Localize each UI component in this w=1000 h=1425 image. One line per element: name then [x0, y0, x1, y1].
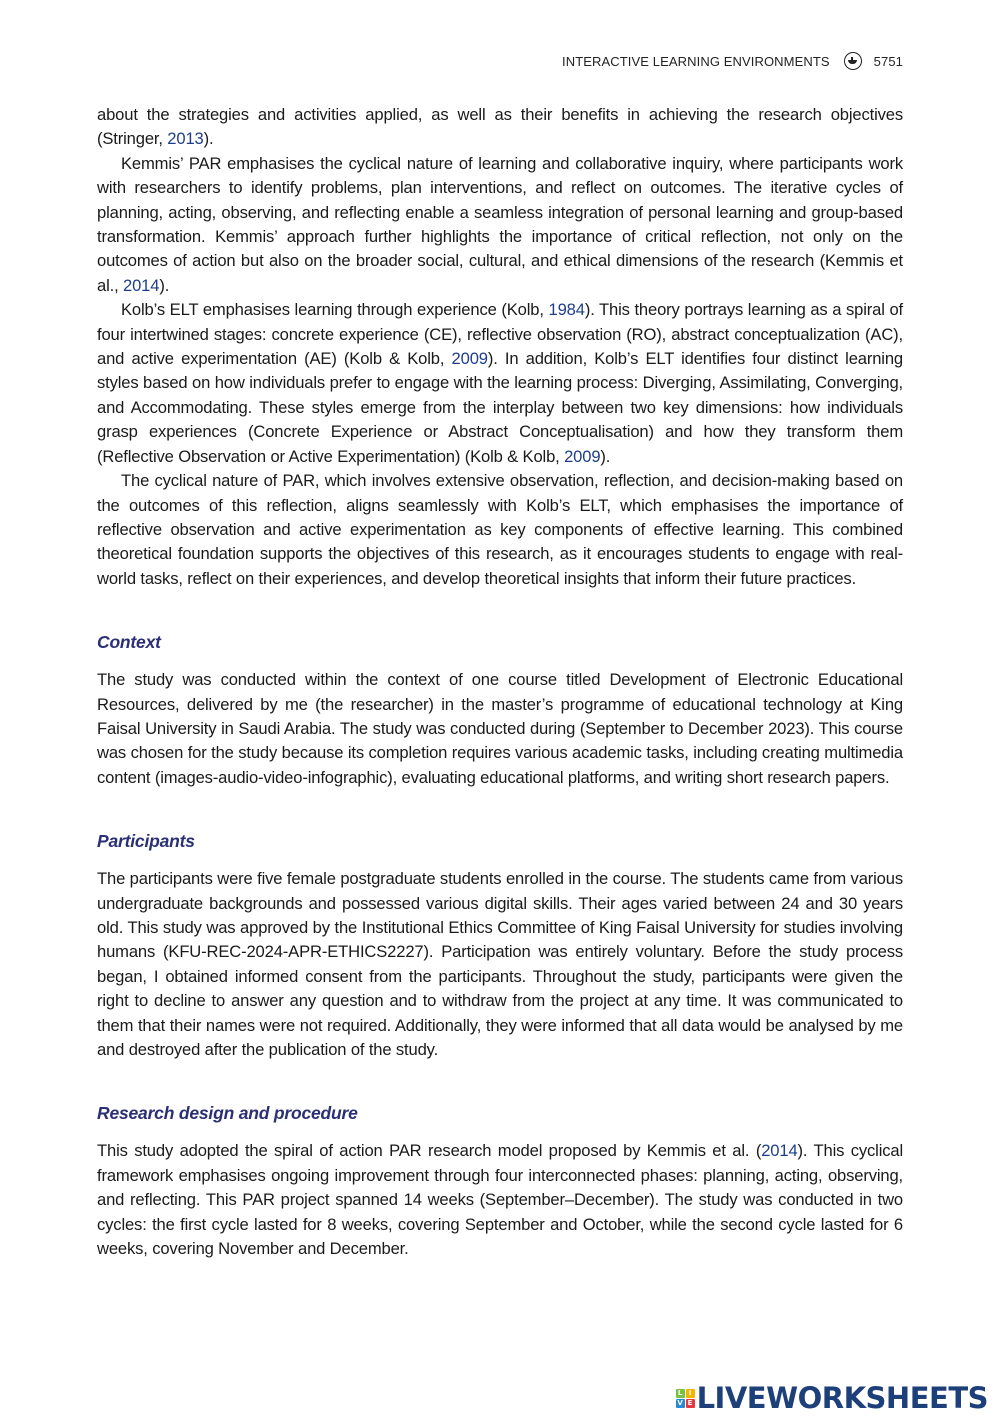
section-heading-context: Context [97, 632, 161, 653]
citation-link[interactable]: 2014 [123, 275, 160, 295]
running-header [562, 52, 903, 70]
text: ). [203, 129, 214, 149]
section-research-design [97, 1103, 903, 1261]
page-number: 5751 [873, 53, 903, 69]
paragraph-context: The study was conducted within the context of one course titled Development of Electronic Educational Resources, delivered by me (the researcher) in the master’s programme of educational technology at King Faisal University in Saudi Arabia. The study was conducted during (September to December 2023). This course was chosen for the study because its completion requires various academic tasks, including creating multimedia content (images-audio-video-infographic), evaluating educational platforms, and writing short research papers. [97, 670, 903, 787]
article-body [97, 103, 903, 1261]
text: ). This cyclical framework emphasises ongoing improvement through four interconnected phases: planning, acting, observing, and reflecting. This PAR project spanned 14 weeks (September–December). The study was conducted in two cycles: the first cycle lasted for 8 weeks, covering September and October, while the second cycle lasted for 6 weeks, covering November and December. [97, 1141, 904, 1259]
paragraph-research-design [97, 1139, 903, 1261]
liveworksheets-watermark [676, 1381, 988, 1415]
tile-i: I [686, 1389, 695, 1398]
live-tiles-icon [676, 1389, 695, 1408]
text: ). [600, 446, 611, 466]
text: ). In addition, Kolb’s ELT identifies four distinct learning styles based on how individuals prefer to engage with the learning process: Diverging, Assimilating, Converging, and Accommodating. These styles emerge from the interplay between two key dimensions: how individuals grasp experiences (Concrete Experience or Abstract Conceptualisation) and how they transform them (Reflective Observation or Active Experimentation) (Kolb & Kolb, [97, 349, 903, 466]
publisher-lamp-icon [844, 52, 862, 70]
paragraph-intro-1 [97, 103, 903, 152]
section-heading-research-design: Research design and procedure [97, 1103, 358, 1124]
section-participants [97, 831, 903, 1062]
text: Kemmis’ PAR emphasises the cyclical nature of learning and collaborative inquiry, where participants work with researchers to identify problems, plan interventions, and reflect on outcomes. The iterative cycles of planning, acting, observing, and reflecting enable a seamless integration of personal learning and group-based transformation. Kemmis’ approach further highlights the importance of critical reflection, not only on the outcomes of action but also on the broader social, cultural, and ethical dimensions of the research (Kemmis et al., [97, 153, 903, 295]
citation-link[interactable]: 2013 [167, 129, 204, 149]
text: This study adopted the spiral of action PAR research model proposed by Kemmis et al. ( [97, 1141, 762, 1161]
paragraph-participants: The participants were five female postgraduate students enrolled in the course. The students came from various undergraduate backgrounds and possessed various digital skills. Their ages varied between 24 and 30 years old. This study was approved by the Institutional Ethics Committee of King Faisal University for studies involving humans (KFU-REC-2024-APR-ETHICS2227). Participation was entirely voluntary. Before the study process began, I obtained informed consent from the participants. Throughout the study, participants were given the right to decline to answer any question and to withdraw from the project at any time. It was communicated to them that their names were not required. Additionally, they were informed that all data would be analysed by me and destroyed after the publication of the study. [97, 869, 903, 1059]
watermark-text: LIVEWORKSHEETS [696, 1381, 988, 1415]
tile-l: L [676, 1389, 685, 1398]
text: ). This theory portrays learning as a spiral of four intertwined stages: concrete experience (CE), reflective observation (RO), abstract conceptualization (AC), and active experimentation (AE) (Kolb & Kolb, [97, 300, 903, 369]
text: Kolb’s ELT emphasises learning through experience (Kolb, [121, 300, 549, 320]
paragraph-combined-foundation: The cyclical nature of PAR, which involves extensive observation, reflection, and decision-making based on the outcomes of this reflection, aligns seamlessly with Kolb’s ELT, which emphasises the importance of reflective observation and active experimentation as key components of effective learning. This combined theoretical foundation supports the objectives of this research, as it encourages students to engage with real-world tasks, reflect on their experiences, and develop theoretical insights that inform their future practices. [97, 471, 903, 588]
citation-link[interactable]: 2009 [564, 446, 601, 466]
text: ). [159, 275, 170, 295]
citation-link[interactable]: 2009 [451, 349, 488, 369]
text: about the strategies and activities applied, as well as their benefits in achieving the research objectives (Stringer, [97, 105, 903, 149]
tile-e: E [686, 1399, 695, 1408]
paragraph-kemmis-par [97, 152, 903, 298]
section-context [97, 632, 903, 790]
journal-title: INTERACTIVE LEARNING ENVIRONMENTS [562, 53, 830, 69]
paragraph-kolb-elt [97, 298, 903, 469]
tile-v: V [677, 1398, 683, 1407]
citation-link[interactable]: 2014 [761, 1141, 798, 1161]
section-heading-participants: Participants [97, 831, 195, 852]
citation-link[interactable]: 1984 [548, 300, 585, 320]
